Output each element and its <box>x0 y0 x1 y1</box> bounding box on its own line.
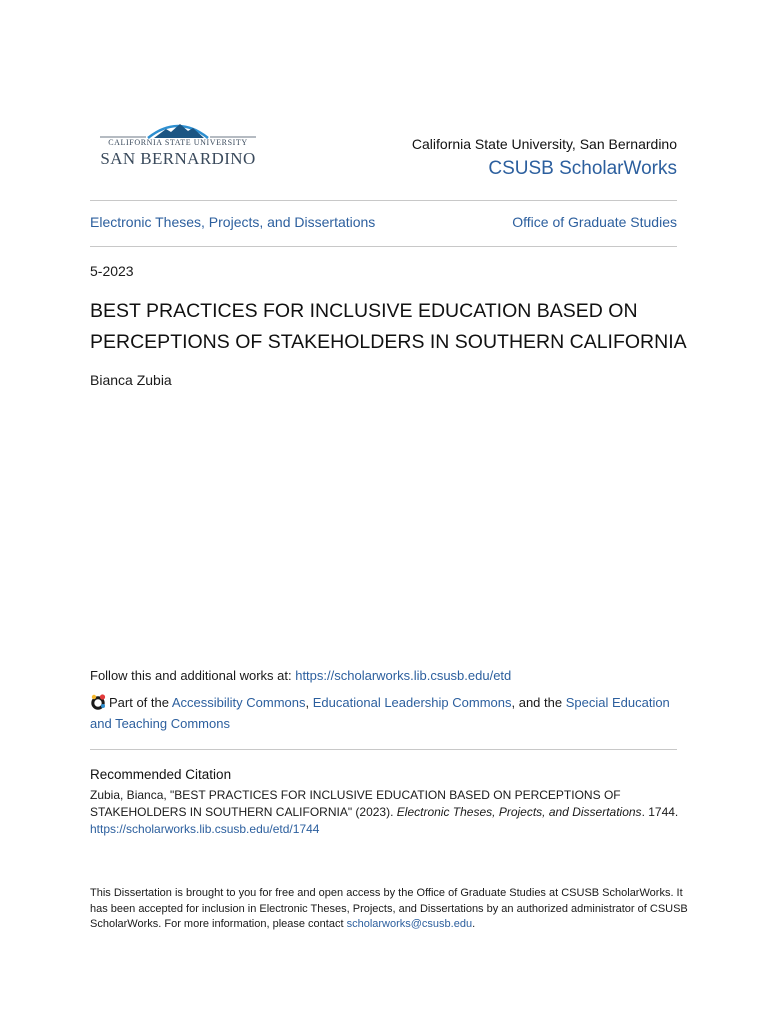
collection-link[interactable]: Electronic Theses, Projects, and Dissertations <box>90 214 376 230</box>
citation-text: Zubia, Bianca, "BEST PRACTICES FOR INCLUSIVE EDUCATION BASED ON PERCEPTIONS OF STAKEHOLDERS IN SOUTHERN CALIFORNIA" (2023). <box>90 788 621 819</box>
commons-link-special-education[interactable]: Special Education and Teaching Commons <box>90 695 670 731</box>
commons-link-accessibility[interactable]: Accessibility Commons <box>171 695 306 710</box>
author-name: Bianca Zubia <box>90 372 172 388</box>
follow-link[interactable]: https://scholarworks.lib.csusb.edu/etd <box>295 668 512 683</box>
publication-date: 5-2023 <box>90 263 134 279</box>
access-notice-text: This Dissertation is brought to you for free and open access by the Office of Graduate Studies at CSUSB ScholarWorks. It has been accepted for inclusion in Electronic Theses, Projects, and Dissertations by an authorized administrator of CSUSB ScholarWorks. For more information, please contact <box>90 887 688 930</box>
office-link[interactable]: Office of Graduate Studies <box>512 214 677 230</box>
mountain-logo-icon <box>100 118 256 140</box>
citation-heading: Recommended Citation <box>90 767 232 782</box>
part-of-label: Part of the <box>109 695 172 710</box>
access-notice-end: . <box>472 918 476 930</box>
repository-link[interactable]: CSUSB ScholarWorks <box>488 158 677 179</box>
separator: , <box>305 695 313 710</box>
logo-line-1: CALIFORNIA STATE UNIVERSITY <box>108 138 248 147</box>
logo-line-2: SAN BERNARDINO <box>100 149 256 168</box>
citation-link[interactable]: https://scholarworks.lib.csusb.edu/etd/1744 <box>90 822 320 836</box>
citation-series: Electronic Theses, Projects, and Dissertations <box>396 805 642 819</box>
access-notice <box>90 886 690 933</box>
university-logo <box>100 118 260 174</box>
contact-email-link[interactable]: scholarworks@csusb.edu <box>346 918 473 930</box>
follow-label: Follow this and additional works at: <box>90 668 296 683</box>
citation-block <box>90 787 680 838</box>
university-name: California State University, San Bernardino <box>411 136 677 152</box>
divider <box>90 246 677 247</box>
divider <box>90 200 677 201</box>
network-icon <box>90 694 106 710</box>
separator: , and the <box>511 695 566 710</box>
document-title: BEST PRACTICES FOR INCLUSIVE EDUCATION BASED ON PERCEPTIONS OF STAKEHOLDERS IN SOUTHERN CALIFORNIA <box>90 300 687 353</box>
part-of-line <box>90 692 690 734</box>
citation-number: . 1744. <box>641 805 679 819</box>
divider <box>90 749 677 750</box>
commons-link-educational-leadership[interactable]: Educational Leadership Commons <box>312 695 512 710</box>
follow-line <box>90 668 511 683</box>
